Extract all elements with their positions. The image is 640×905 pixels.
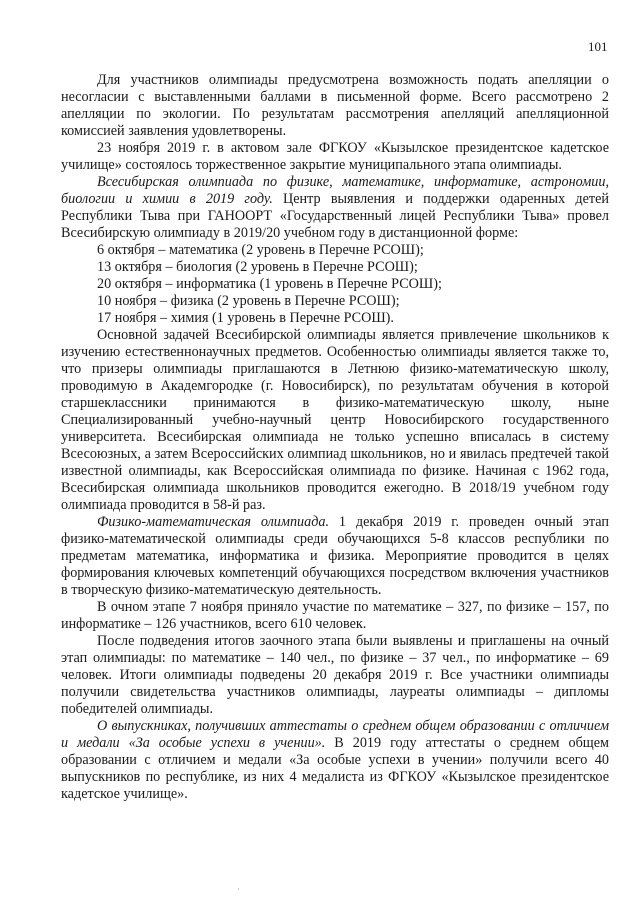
list-item: 13 октября – биология (2 уровень в Перечне РСОШ);	[97, 259, 418, 275]
paragraph-text: 1 декабря 2019 г. проведен очный этап физико-математической олимпиады среди обучающихся 5-8 классов республики по предметам математика, информатика и физика. Мероприятие проводится в целях формирования ключевых компетенций обучающихся посредством включения участников в творческую физико-математическую деятельность.	[61, 514, 609, 598]
list-item: 10 ноября – физика (2 уровень в Перечне РСОШ);	[97, 293, 400, 309]
section-heading: Физико-математическая олимпиада.	[97, 514, 330, 530]
paragraph-allsiberian-intro	[61, 174, 609, 242]
paragraph-text: Центр выявления и поддержки одаренных детей Республики Тыва при ГАНООРТ «Государственный лицей Республики Тыва» провел Всесибирскую олимпиаду в 2019/20 учебном году в дистанционной форме:	[61, 191, 609, 241]
list-item: 17 ноября – химия (1 уровень в Перечне РСОШ).	[97, 310, 394, 326]
page-body	[61, 72, 609, 803]
paragraph-allsiberian-goal: Основной задачей Всесибирской олимпиады является привлечение школьников к изучению естественнонаучных предметов. Особенностью олимпиады является также то, что призеры олимпиады приглашаются в Летнюю физико-математическую школу, проводимую в Академгородке (г. Новосибирск), по результатам обучения в которой старшеклассники принимаются в физико-математическую школу, ныне Специализированный учебно-научный центр Новосибирского государственного университета. Всесибирская олимпиада не только успешно вписалась в систему Всесоюзных, а затем Всероссийских олимпиад школьников, но и явилась предтечей такой известной олимпиады, как Всероссийская олимпиада по физике. Начиная с 1962 года, Всесибирская олимпиада школьников проводится ежегодно. В 2018/19 учебном году олимпиада проводится в 58-й раз.	[61, 327, 609, 513]
paragraph-appeals: Для участников олимпиады предусмотрена возможность подать апелляции о несогласии с выставленными баллами в письменной форме. Всего рассмотрено 2 апелляции по экологии. По результатам рассмотрения апелляций апелляционной комиссией заявления удовлетворены.	[61, 72, 609, 139]
page-number: 101	[588, 39, 608, 54]
list-item: 20 октября – информатика (1 уровень в Перечне РСОШ);	[97, 276, 442, 292]
scan-speck: ·	[237, 885, 240, 894]
paragraph-physmath-olympiad	[61, 514, 609, 599]
section-heading: О выпускниках, получивших аттестаты о среднем общем образовании с отличием и медали «За особые успехи в учении».	[61, 718, 609, 751]
paragraph-results: После подведения итогов заочного этапа были выявлены и приглашены на очный этап олимпиады: по математике – 140 чел., по физике – 37 чел., по информатике – 69 человек. Итоги олимпиады подведены 20 декабря 2019 г. Все участники олимпиады получили свидетельства участников олимпиады, лауреаты олимпиады – дипломы победителей олимпиады.	[61, 633, 609, 717]
list-item: 6 октября – математика (2 уровень в Перечне РСОШ);	[97, 242, 424, 258]
paragraph-participants: В очном этапе 7 ноября приняло участие по математике – 327, по физике – 157, по информатике – 126 участников, всего 610 человек.	[61, 599, 609, 632]
paragraph-closing-ceremony: 23 ноября 2019 г. в актовом зале ФГКОУ «Кызылское президентское кадетское училище» состоялось торжественное закрытие муниципального этапа олимпиады.	[61, 140, 609, 173]
paragraph-text: В 2019 году аттестаты о среднем общем образовании с отличием и медали «За особые успехи в учении» получили всего 40 выпускников по республике, из них 4 медалиста из ФГКОУ «Кызылское президентское кадетское училище».	[61, 735, 609, 802]
paragraph-graduates	[61, 718, 609, 803]
section-heading: Всесибирская олимпиада по физике, математике, информатике, астрономии, биологии и химии в 2019 году.	[61, 174, 609, 207]
